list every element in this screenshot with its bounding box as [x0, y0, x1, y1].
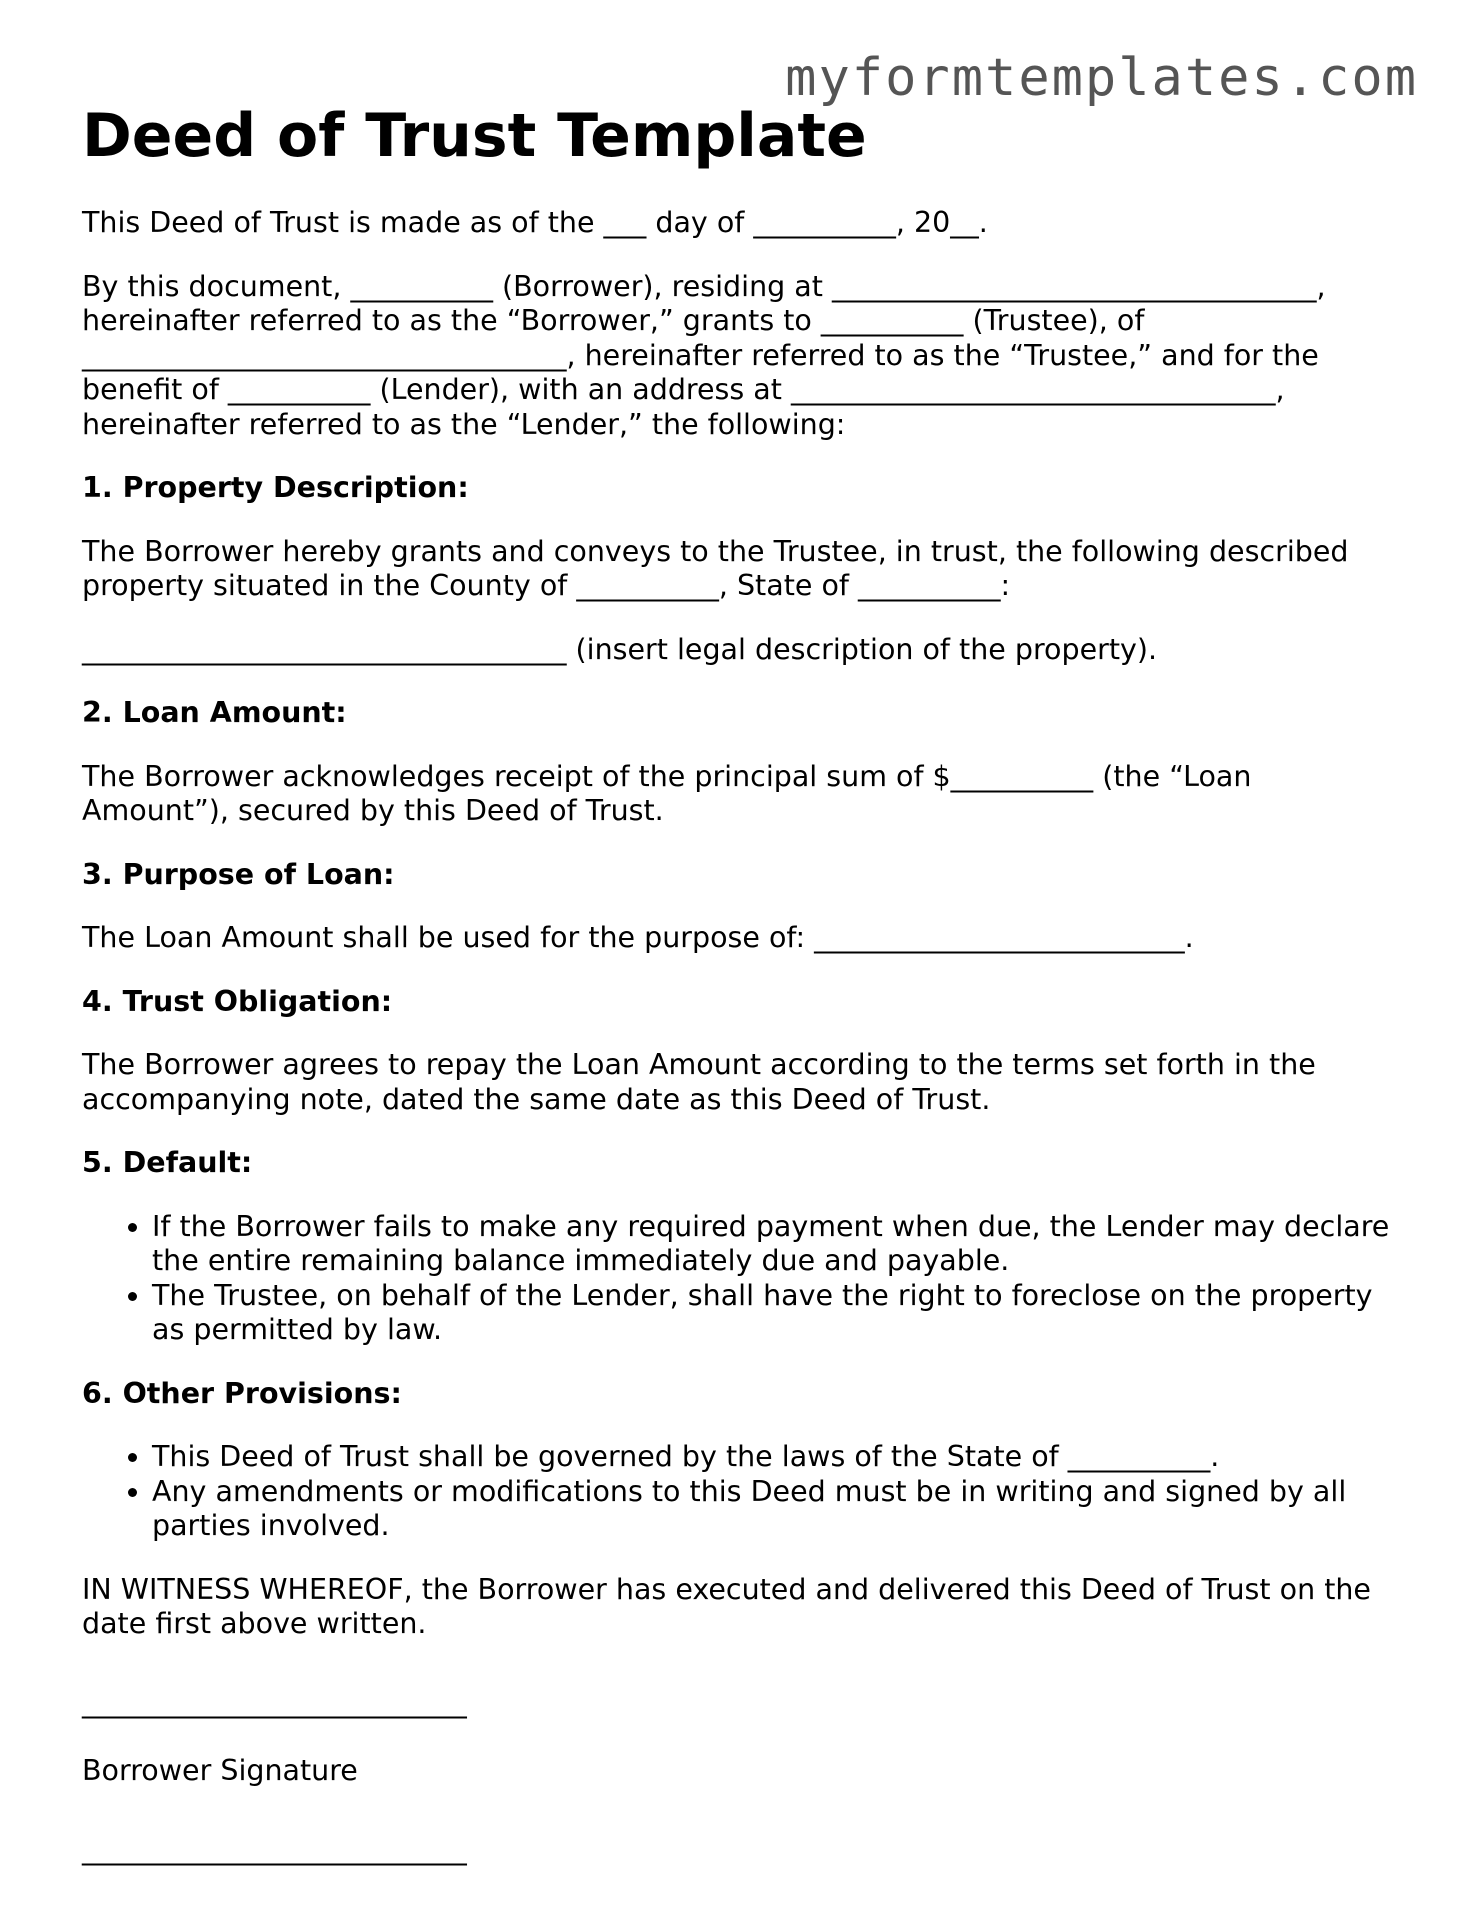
property-paragraph: The Borrower hereby grants and conveys to the Trustee, in trust, the following described property situated in the County of __________, State of __________:: [82, 534, 1349, 602]
list-item: • The Trustee, on behalf of the Lender, shall have the right to foreclose on the property as permitted by law.: [152, 1279, 1402, 1348]
section-heading-other: 6. Other Provisions:: [82, 1376, 402, 1410]
list-item: • This Deed of Trust shall be governed by the laws of the State of __________.: [152, 1440, 1402, 1475]
watermark: myformtemplates.com: [785, 48, 1418, 108]
other-provisions-list: [82, 1440, 1402, 1544]
section-heading-loan-amount: 2. Loan Amount:: [82, 696, 347, 729]
list-item: • Any amendments or modifications to this Deed must be in writing and signed by all parties involved.: [152, 1475, 1402, 1544]
witness-paragraph: IN WITNESS WHEREOF, the Borrower has executed and delivered this Deed of Trust on the date first above written.: [82, 1572, 1371, 1640]
intro-paragraph: This Deed of Trust is made as of the ___ day of __________, 20__.: [82, 206, 988, 239]
section-heading-obligation: 4. Trust Obligation:: [82, 984, 393, 1018]
signature-line-2: ___________________________: [82, 1832, 467, 1866]
list-item: • If the Borrower fails to make any required payment when due, the Lender may declare the entire remaining balance immediately due and payable.: [152, 1210, 1402, 1279]
section-heading-purpose: 3. Purpose of Loan:: [82, 857, 395, 891]
obligation-paragraph: The Borrower agrees to repay the Loan Amount according to the terms set forth in the accompanying note, dated the same date as this Deed of Trust.: [82, 1048, 1316, 1116]
section-heading-property: 1. Property Description:: [82, 471, 469, 504]
loan-amount-paragraph: The Borrower acknowledges receipt of the principal sum of $__________ (the “Loan Amount”), secured by this Deed of Trust.: [82, 759, 1252, 827]
document-title: Deed of Trust Template: [82, 101, 867, 171]
signature-label: Borrower Signature: [82, 1754, 358, 1787]
parties-paragraph: By this document, __________ (Borrower), residing at __________________________________, hereinafter referred to as the “Borrower,” grants to __________ (Trustee), of __________________________________, hereinafter referred to as the “Trustee,” and for the benefit of __________ (Lender), with an address at __________________________________, hereinafter referred to as the “Lender,” the following:: [82, 269, 1326, 441]
purpose-paragraph: The Loan Amount shall be used for the purpose of: __________________________.: [82, 921, 1194, 954]
legal-description-line: __________________________________ (insert legal description of the property).: [82, 632, 1158, 666]
document-page: [82, 100, 1402, 1867]
section-heading-default: 5. Default:: [82, 1146, 253, 1179]
signature-line: ___________________________: [82, 1685, 467, 1719]
default-list: [82, 1210, 1402, 1348]
